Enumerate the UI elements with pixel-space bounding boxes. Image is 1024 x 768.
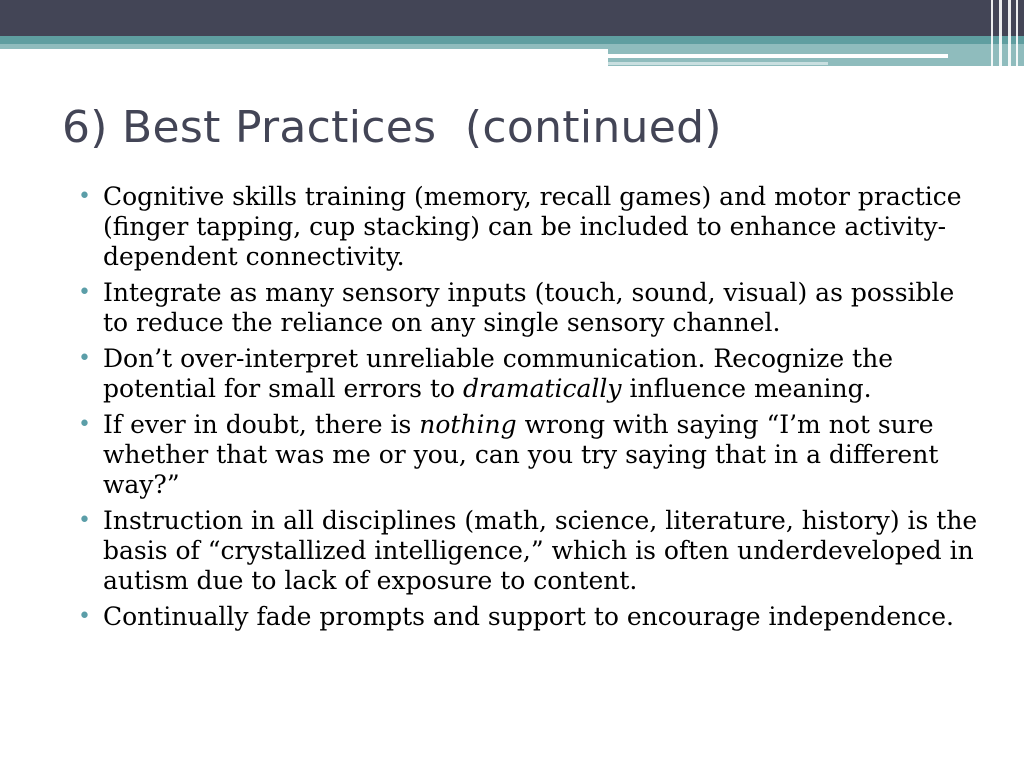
bullet-item <box>78 410 978 500</box>
bullet-dot-icon: • <box>78 412 91 437</box>
bullet-text: Cognitive skills training (memory, recall games) and motor practice (finger tapping, cup stacking) can be included to enhance activity-dependent connectivity. <box>103 182 962 271</box>
bullet-item <box>78 344 978 404</box>
header-vertical-stripe <box>999 0 1002 66</box>
bullet-dot-icon: • <box>78 346 91 371</box>
header-vertical-stripe <box>1008 0 1011 66</box>
header-accent-line-secondary <box>0 44 608 49</box>
header-vertical-stripe <box>991 0 993 66</box>
header-accent-strip <box>608 54 948 58</box>
bullet-item <box>78 182 978 272</box>
slide-title: 6) Best Practices (continued) <box>62 102 722 153</box>
bullet-emphasis-text: nothing <box>419 410 517 439</box>
bullet-dot-icon: • <box>78 184 91 209</box>
bullet-item <box>78 602 978 632</box>
bullet-dot-icon: • <box>78 508 91 533</box>
bullet-dot-icon: • <box>78 604 91 629</box>
header-vertical-stripe <box>1016 0 1018 66</box>
bullet-text: wrong with saying “I’m not sure whether that was me or you, can you try saying that in a different way?” <box>103 410 939 499</box>
header-accent-line <box>0 36 1024 44</box>
bullet-dot-icon: • <box>78 280 91 305</box>
bullet-list <box>78 182 978 638</box>
bullet-text: Instruction in all disciplines (math, science, literature, history) is the basis of “crystallized intelligence,” which is often underdeveloped in autism due to lack of exposure to content. <box>103 506 978 595</box>
bullet-text: If ever in doubt, there is <box>103 410 420 439</box>
bullet-text: Integrate as many sensory inputs (touch, sound, visual) as possible to reduce the reliance on any single sensory channel. <box>103 278 955 337</box>
bullet-emphasis-text: dramatically <box>463 374 622 403</box>
bullet-text: influence meaning. <box>621 374 872 403</box>
header-band <box>0 0 1024 36</box>
bullet-item <box>78 506 978 596</box>
header-accent-strip-secondary <box>608 62 828 65</box>
bullet-text: Don’t over-interpret unreliable communication. Recognize the potential for small errors to <box>103 344 894 403</box>
bullet-item <box>78 278 978 338</box>
bullet-text: Continually fade prompts and support to encourage independence. <box>103 602 954 631</box>
